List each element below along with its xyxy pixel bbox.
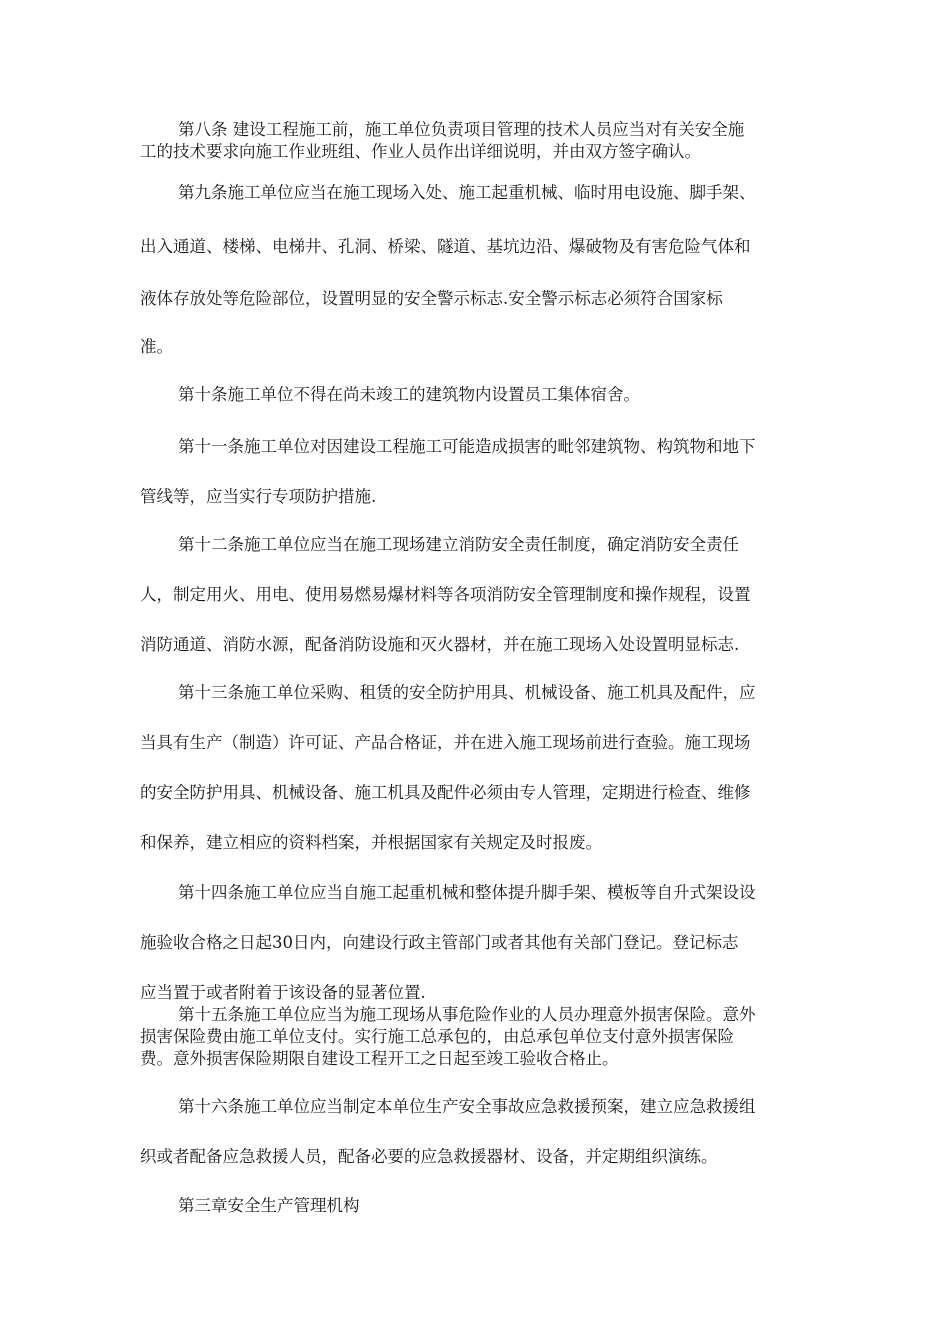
- article-14-paragraph: [140, 879, 820, 1002]
- article-11-line-2: 管线等，应当实行专项防护措施.: [140, 487, 377, 506]
- article-16-line-2: 织或者配备应急救援人员，配备必要的应急救援器材、设备，并定期组织演练。: [140, 1147, 718, 1166]
- article-9-line-1: 第九条施工单位应当在施工现场入处、施工起重机械、临时用电设施、脚手架、: [178, 183, 756, 202]
- article-15-line-1: 第十五条施工单位应当为施工现场从事危险作业的人员办理意外损害保险。意外: [178, 1005, 756, 1024]
- article-15-line-3: 费。意外损害保险期限自建设工程开工之日起至竣工验收合格止。: [140, 1049, 619, 1068]
- article-15-line-2: 损害保险费由施工单位支付。实行施工总承包的，由总承包单位支付意外损害保险: [140, 1027, 734, 1046]
- article-13-line-2: 当具有生产（制造）许可证、产品合格证，并在进入施工现场前进行查验。施工现场: [140, 733, 751, 752]
- article-13-line-4: 和保养，建立相应的资料档案，并根据国家有关规定及时报废。: [140, 833, 602, 852]
- article-13-line-3: 的安全防护用具、机械设备、施工机具及配件必须由专人管理，定期进行检查、维修: [140, 783, 751, 802]
- article-10-paragraph: [140, 381, 820, 405]
- article-11-paragraph: [140, 433, 820, 506]
- article-10-line-1: 第十条施工单位不得在尚未竣工的建筑物内设置员工集体宿舍。: [178, 385, 640, 404]
- article-12-line-3: 消防通道、消防水源，配备消防设施和灭火器材，并在施工现场入处设置明显标志.: [140, 635, 740, 654]
- article-8-line-1: 第八条 建设工程施工前，施工单位负责项目管理的技术人员应当对有关安全施: [178, 120, 745, 139]
- article-9-line-2: 出入通道、楼梯、电梯井、孔洞、桥梁、隧道、基坑边沿、爆破物及有害危险气体和: [140, 237, 751, 256]
- article-16-paragraph: [140, 1093, 820, 1166]
- article-9-line-3: 液体存放处等危险部位，设置明显的安全警示标志.安全警示标志必须符合国家标: [140, 289, 723, 308]
- article-12-line-2: 人，制定用火、用电、使用易燃易爆材料等各项消防安全管理制度和操作规程，设置: [140, 585, 751, 604]
- article-12-line-1: 第十二条施工单位应当在施工现场建立消防安全责任制度，确定消防安全责任: [178, 535, 739, 554]
- article-12-paragraph: [140, 531, 820, 654]
- article-8-line-2: 工的技术要求向施工作业班组、作业人员作出详细说明，并由双方签字确认。: [140, 142, 701, 161]
- article-14-line-1: 第十四条施工单位应当自施工起重机械和整体提升脚手架、模板等自升式架设设: [178, 883, 756, 902]
- article-13-paragraph: [140, 679, 820, 852]
- article-9-line-4: 准。: [140, 337, 173, 356]
- article-11-line-1: 第十一条施工单位对因建设工程施工可能造成损害的毗邻建筑物、构筑物和地下: [178, 437, 756, 456]
- article-8-paragraph: [140, 119, 820, 163]
- chapter-3-heading: [140, 1192, 820, 1216]
- article-14-line-3: 应当置于或者附着于该设备的显著位置.: [140, 983, 426, 1002]
- article-13-line-1: 第十三条施工单位采购、租赁的安全防护用具、机械设备、施工机具及配件，应: [178, 683, 756, 702]
- chapter-3-title: 第三章安全生产管理机构: [178, 1196, 360, 1215]
- article-9-paragraph: [140, 181, 820, 356]
- article-16-line-1: 第十六条施工单位应当制定本单位生产安全事故应急救援预案，建立应急救援组: [178, 1097, 756, 1116]
- article-15-paragraph: [140, 1004, 820, 1070]
- article-14-line-2: 施验收合格之日起30日内，向建设行政主管部门或者其他有关部门登记。登记标志: [140, 933, 739, 952]
